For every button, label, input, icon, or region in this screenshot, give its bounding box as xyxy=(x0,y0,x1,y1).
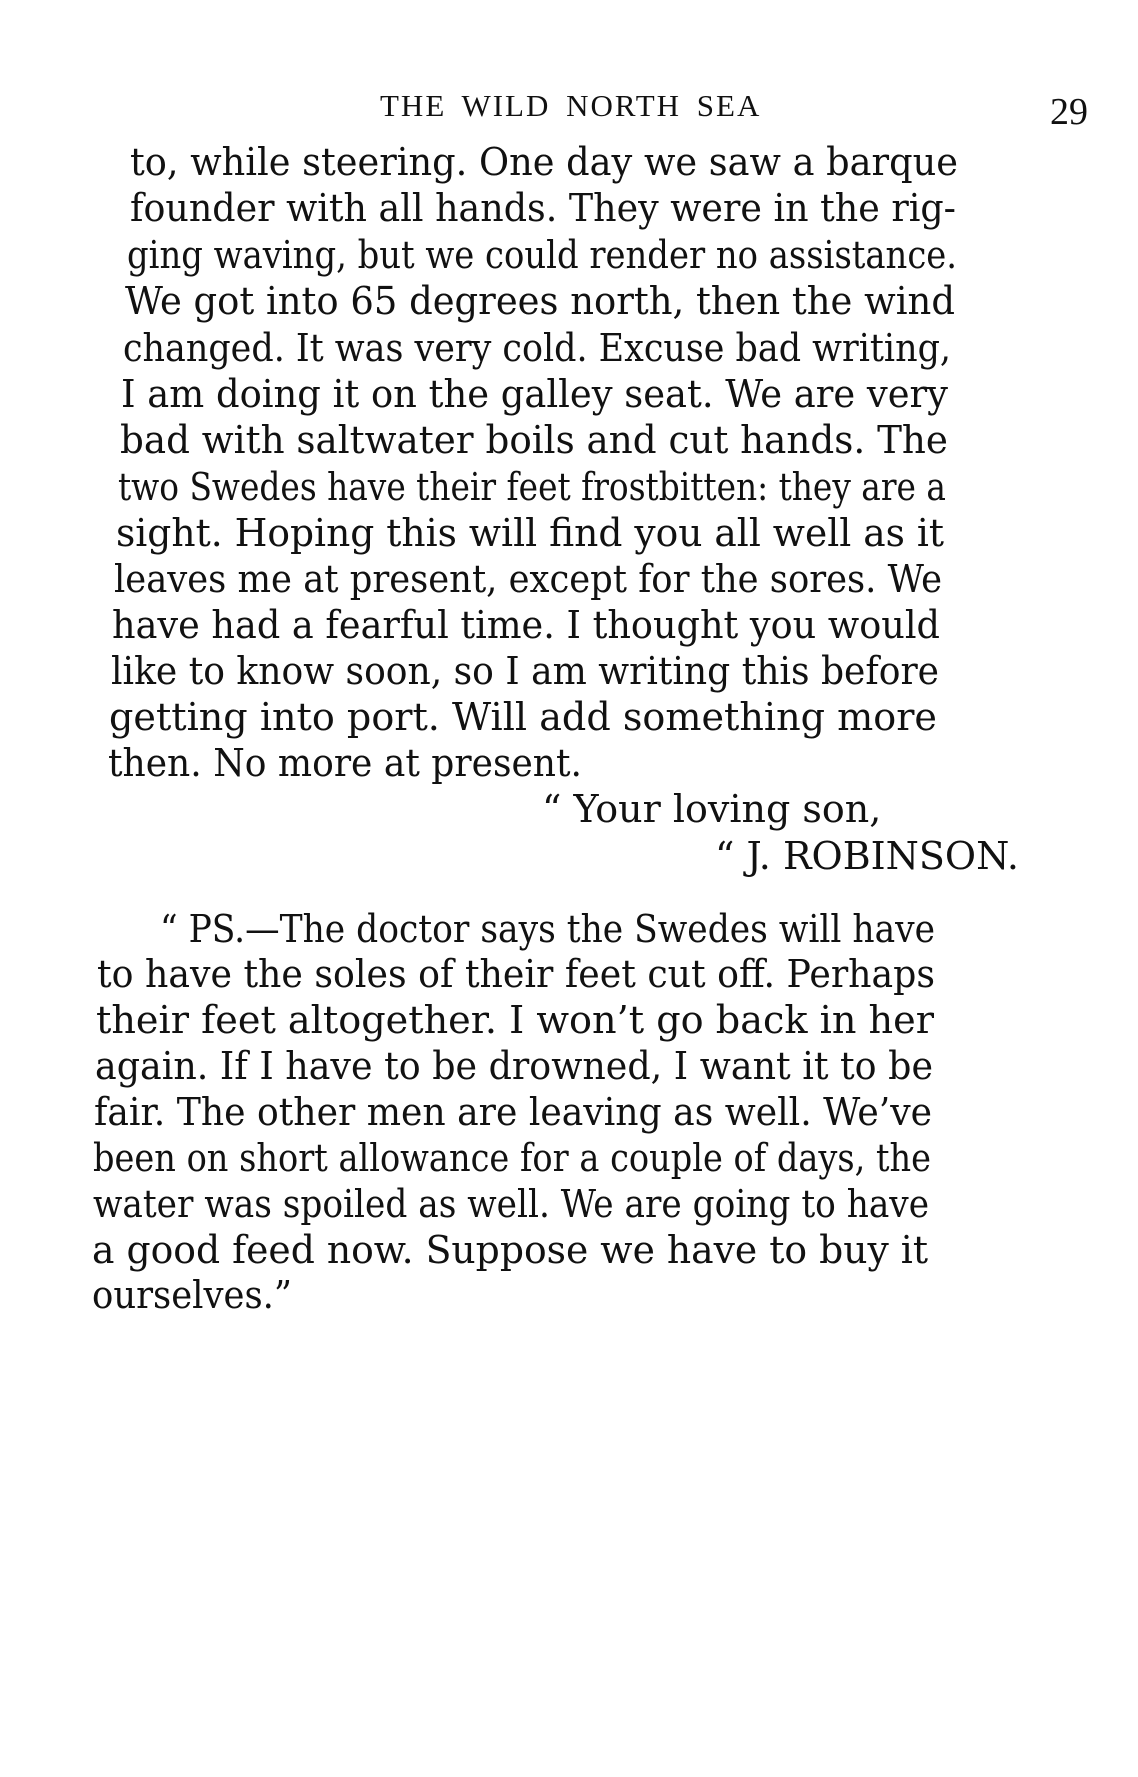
text-line: to have the soles of their feet cut off. Perhaps xyxy=(97,952,936,996)
text-line: like to know soon, so I am writing this before xyxy=(111,649,940,693)
running-head xyxy=(0,82,1138,142)
text-line: I am doing it on the galley seat. We are very xyxy=(121,372,949,416)
text-line: ourselves.” xyxy=(92,1273,293,1317)
text-line: a good feed now. Suppose we have to buy it xyxy=(92,1228,928,1272)
text-line: “ PS.—The doctor says the Swedes will have xyxy=(160,907,936,951)
signature-text: “ J. ROBINSON. xyxy=(715,834,1019,878)
text-line: have had a fearful time. I thought you would xyxy=(112,603,941,647)
text-line: changed. It was very cold. Excuse bad writing, xyxy=(123,326,952,370)
text-line: water was spoiled as well. We are going to have xyxy=(93,1182,930,1226)
page-number: 29 xyxy=(1050,91,1088,133)
text-line: bad with saltwater boils and cut hands. The xyxy=(120,418,948,462)
text-line: fair. The other men are leaving as well. We’ve xyxy=(94,1090,933,1134)
text-line: two Swedes have their feet frostbitten: they are a xyxy=(118,465,946,509)
text-line: sight. Hoping this will find you all well as it xyxy=(116,511,944,555)
text-line: getting into port. Will add something more xyxy=(109,695,937,739)
text-line: leaves me at present, except for the sores. We xyxy=(114,557,942,601)
letter-signature xyxy=(715,834,1019,878)
text-line: ging waving, but we could render no assistance. xyxy=(127,233,958,277)
letter-closing: “ Your loving son, xyxy=(542,787,882,831)
text-line: to, while steering. One day we saw a barque xyxy=(130,140,958,184)
text-line: their feet altogether. I won’t go back in her xyxy=(96,998,934,1042)
running-title: THE WILD NORTH SEA xyxy=(380,88,762,123)
text-line: then. No more at present. xyxy=(108,741,582,785)
text-line: We got into 65 degrees north, then the wind xyxy=(125,279,955,323)
text-line: been on short allowance for a couple of days, the xyxy=(93,1136,932,1180)
text-line: again. If I have to be drowned, I want it to be xyxy=(95,1044,934,1088)
text-line: founder with all hands. They were in the rig- xyxy=(130,186,956,230)
